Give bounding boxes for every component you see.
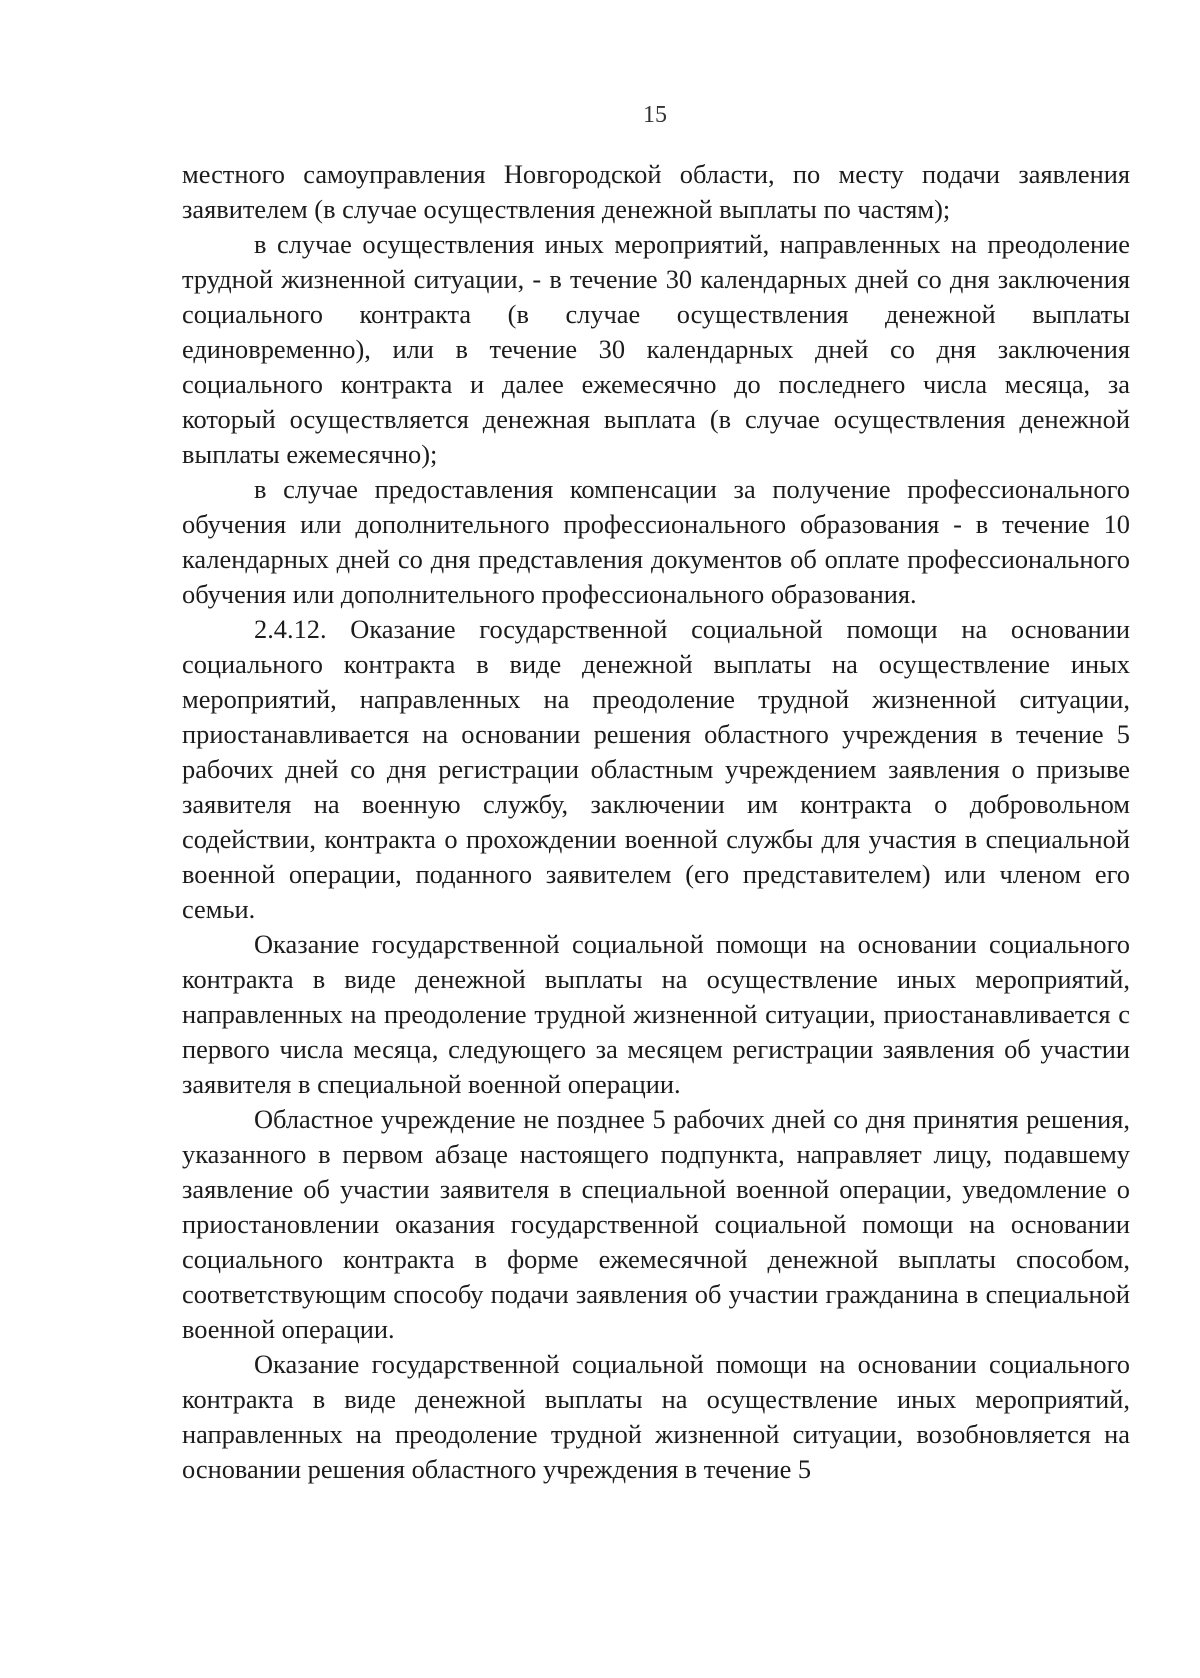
paragraph-suspension-start: Оказание государственной социальной помощи на основании социального контракта в виде денежной выплаты на осуществление иных мероприятий, направленных на преодоление трудной жизненной ситуации, приостанавливается с первого числа месяца, следующего за месяцем регистрации заявления об участии заявителя в специальной военной операции.: [182, 929, 1130, 1099]
document-body: [182, 157, 1130, 1487]
paragraph-other-measures-deadline: в случае осуществления иных мероприятий, направленных на преодоление трудной жизненной ситуации, - в течение 30 календарных дней со дня заключения социального контракта (в случае осуществления денежной выплаты единовременно), или в течение 30 календарных дней со дня заключения социального контракта и далее ежемесячно до последнего числа месяца, за который осуществляется денежная выплата (в случае осуществления денежной выплаты ежемесячно);: [182, 229, 1130, 469]
paragraph-continuation: местного самоуправления Новгородской области, по месту подачи заявления заявителем (в случае осуществления денежной выплаты по частям);: [182, 159, 1130, 224]
paragraph-clause-2-4-12: 2.4.12. Оказание государственной социальной помощи на основании социального контракта в виде денежной выплаты на осуществление иных мероприятий, направленных на преодоление трудной жизненной ситуации, приостанавливается на основании решения областного учреждения в течение 5 рабочих дней со дня регистрации областным учреждением заявления о призыве заявителя на военную службу, заключении им контракта о добровольном содействии, контракта о прохождении военной службы для участия в специальной военной операции, поданного заявителем (его представителем) или членом его семьи.: [182, 614, 1130, 924]
page-number: 15: [643, 102, 667, 128]
paragraph-training-compensation-deadline: в случае предоставления компенсации за получение профессионального обучения или дополнительного профессионального образования - в течение 10 календарных дней со дня представления документов об оплате профессионального обучения или дополнительного профессионального образования.: [182, 474, 1130, 609]
paragraph-notification: Областное учреждение не позднее 5 рабочих дней со дня принятия решения, указанного в первом абзаце настоящего подпункта, направляет лицу, подавшему заявление об участии заявителя в специальной военной операции, уведомление о приостановлении оказания государственной социальной помощи на основании социального контракта в форме ежемесячной денежной выплаты способом, соответствующим способу подачи заявления об участии гражданина в специальной военной операции.: [182, 1104, 1130, 1344]
paragraph-resumption: Оказание государственной социальной помощи на основании социального контракта в виде денежной выплаты на осуществление иных мероприятий, направленных на преодоление трудной жизненной ситуации, возобновляется на основании решения областного учреждения в течение 5: [182, 1349, 1130, 1484]
